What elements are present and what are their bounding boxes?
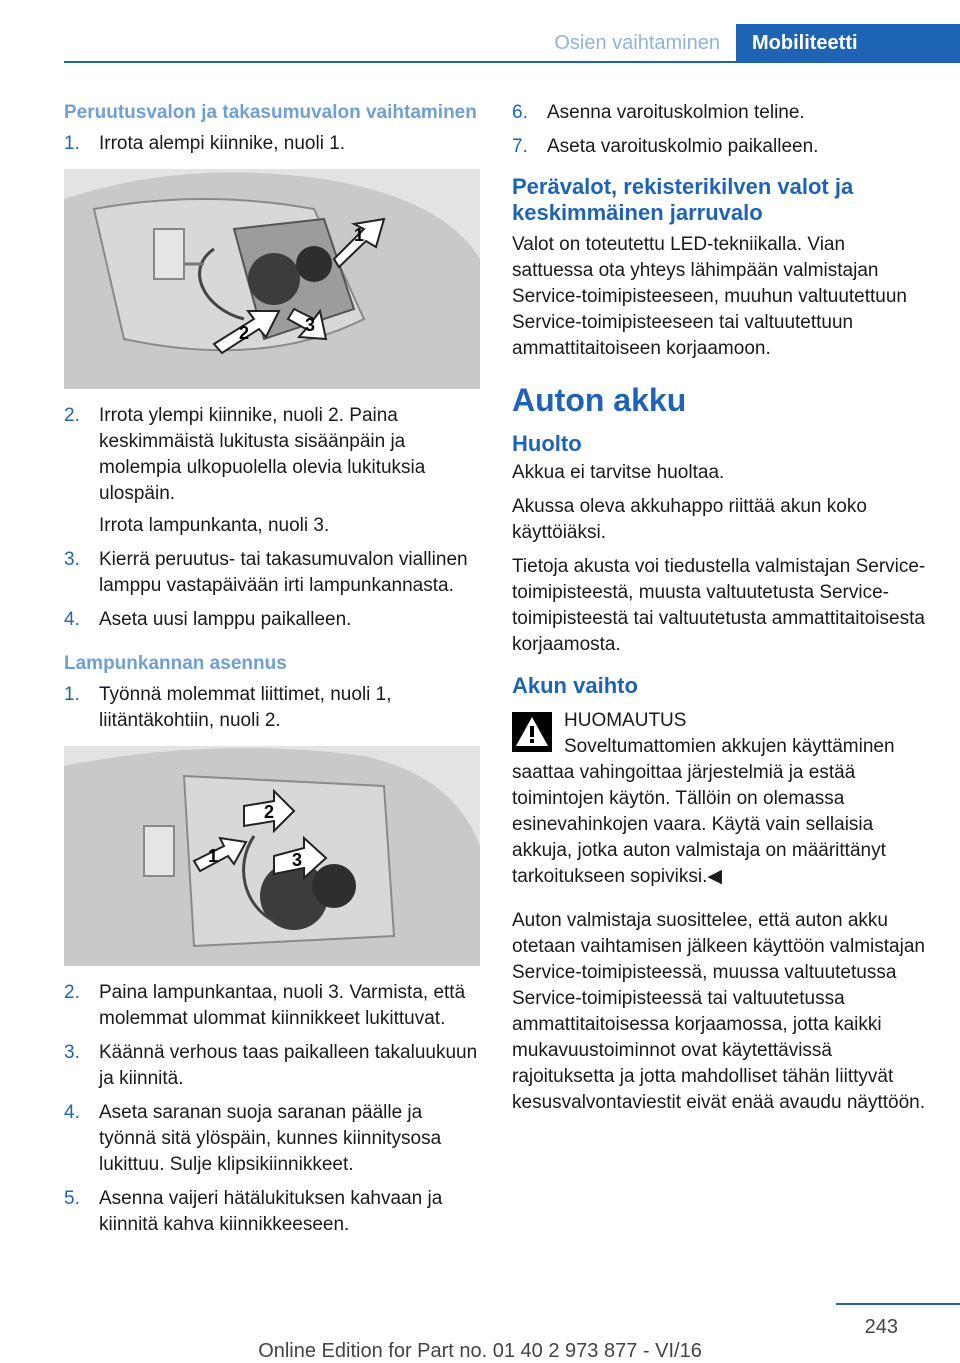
- arrow-3-label: 3: [292, 850, 303, 870]
- step-note: Irrota lampunkanta, nuoli 3.: [99, 515, 330, 536]
- paragraph-maintenance-1: Akkua ei tarvitse huoltaa.: [512, 462, 725, 483]
- warning-box: [512, 708, 926, 890]
- steps-list: [64, 403, 480, 507]
- lamp-install-illustration: [64, 746, 480, 966]
- left-column: [64, 100, 480, 1246]
- warning-icon: [512, 712, 552, 752]
- list-item: [64, 131, 480, 157]
- list-item: [64, 1100, 480, 1178]
- step-text: Paina lampunkantaa, nuoli 3. Varmista, että molemmat ulommat kiinnikkeet lukittuvat.: [99, 982, 466, 1029]
- step-number: 4.: [64, 1102, 80, 1123]
- page-number: 243: [864, 1316, 898, 1338]
- list-item: [512, 134, 926, 160]
- footer-rule: [836, 1303, 960, 1305]
- list-item: [64, 980, 480, 1032]
- arrow-1-label: 1: [354, 225, 365, 245]
- steps-list: [64, 547, 480, 633]
- step-number: 5.: [64, 1188, 80, 1209]
- steps-list: [512, 100, 926, 160]
- step-number: 3.: [64, 549, 80, 570]
- section-title: Osien vaihtaminen: [554, 32, 720, 54]
- warning-first-line: Soveltumattomien akkujen käyttäminen: [564, 736, 895, 757]
- steps-list: [64, 682, 480, 734]
- paragraph-maintenance-2: Akussa oleva akkuhappo riittää akun koko käyttöiäksi.: [512, 496, 867, 543]
- step-number: 4.: [64, 609, 80, 630]
- lamp-removal-illustration: [64, 169, 480, 389]
- paragraph-lights: Valot on toteutettu LED-tekniikalla. Vian sattuessa ota yhteys lähimpään valmistajan Service-toimipisteeseen, muuhun valtuutettuun Service-toimipisteeseen tai valtuutettuun ammattitaitoiseen korjaamoon.: [512, 234, 908, 359]
- arrow-1-label: 1: [208, 846, 219, 866]
- figure-lamp-removal: [64, 169, 480, 389]
- step-number: 2.: [64, 982, 80, 1003]
- step-text: Aseta saranan suoja saranan päälle ja työnnä sitä ylöspäin, kunnes kiinnitysosa lukittuu. Sulje klipsikiinnikkeet.: [99, 1102, 442, 1175]
- list-item: [64, 547, 480, 599]
- step-text: Asenna varoituskolmion teline.: [547, 102, 805, 123]
- heading-battery: Auton akku: [512, 382, 687, 418]
- steps-list: [64, 131, 480, 157]
- step-number: 3.: [64, 1042, 80, 1063]
- step-text: Työnnä molemmat liittimet, nuoli 1, liitäntäkohtiin, nuoli 2.: [99, 684, 392, 731]
- list-item: [64, 682, 480, 734]
- arrow-2-label: 2: [239, 323, 250, 343]
- heading-replace-lamp: Peruutusvalon ja takasumuvalon vaihtaminen: [64, 102, 477, 123]
- list-item: [64, 1040, 480, 1092]
- list-item: [64, 1186, 480, 1238]
- edition-note: Online Edition for Part no. 01 40 2 973 877 - VI/16: [258, 1340, 702, 1362]
- step-text: Aseta uusi lamppu paikalleen.: [99, 609, 352, 630]
- step-text: Asenna vaijeri hätälukituksen kahvaan ja kiinnitä kahva kiinnikkeeseen.: [99, 1188, 443, 1235]
- step-number: 6.: [512, 102, 528, 123]
- step-text: Irrota ylempi kiinnike, nuoli 2. Paina keskimmäistä lukitusta sisäänpäin ja molempia ulkopuolella olevia lukituksia ulospäin.: [99, 405, 426, 504]
- step-number: 1.: [64, 684, 80, 705]
- page-header: [0, 0, 960, 62]
- chapter-tab: Mobiliteetti: [736, 24, 960, 62]
- heading-maintenance: Huolto: [512, 431, 582, 456]
- step-number: 1.: [64, 133, 80, 154]
- right-column: [512, 100, 926, 1124]
- step-number: 7.: [512, 136, 528, 157]
- paragraph-battery-change: Auton valmistaja suosittelee, että auton akku otetaan vaihtamisen jälkeen käyttöön valmistajan Service-toimipisteessä, muussa valtuutetussa Service-toimipisteessä tai valtuutetussa ammattitaitoisessa korjaamossa, jotta kaikki mukavuustoiminnot ovat käytettävissä rajoituksetta ja jotta mahdolliset tähän liittyvät kesusvalvontaviestit eivät enää avaudu näyttöön.: [512, 910, 925, 1113]
- warning-title: HUOMAUTUS: [564, 710, 687, 731]
- figure-lamp-install: [64, 746, 480, 966]
- steps-list: [64, 980, 480, 1238]
- heading-lights: Perävalot, rekisterikilven valot ja keskimmäinen jarruvalo: [512, 174, 854, 225]
- step-text: Irrota alempi kiinnike, nuoli 1.: [99, 133, 346, 154]
- arrow-2-label: 2: [264, 802, 275, 822]
- list-item: [512, 100, 926, 126]
- step-text: Käännä verhous taas paikalleen takaluukuun ja kiinnitä.: [99, 1042, 478, 1089]
- step-number: 2.: [64, 405, 80, 426]
- heading-install: Lampunkannan asennus: [64, 653, 287, 674]
- step-text: Aseta varoituskolmio paikalleen.: [547, 136, 819, 157]
- arrow-3-label: 3: [305, 315, 316, 335]
- list-item: [64, 607, 480, 633]
- paragraph-maintenance-3: Tietoja akusta voi tiedustella valmistajan Service-toimipisteestä, muusta valtuutetusta Service-toimipisteestä tai valtuutetusta ammattitaitoisesta korjaamosta.: [512, 556, 926, 655]
- warning-text: saattaa vahingoittaa järjestelmiä ja estää toimintojen käytön. Tällöin on olemassa esinevahinkojen vaara. Käytä vain sellaisia akkuja, jotka auton valmistaja on määrittänyt tarkoitukseen sopiviksi.◀: [512, 762, 886, 887]
- step-text: Kierrä peruutus- tai takasumuvalon viallinen lamppu vastapäivään irti lampunkannasta.: [99, 549, 468, 596]
- heading-battery-change: Akun vaihto: [512, 673, 638, 698]
- header-rule: [64, 61, 960, 63]
- list-item: [64, 403, 480, 507]
